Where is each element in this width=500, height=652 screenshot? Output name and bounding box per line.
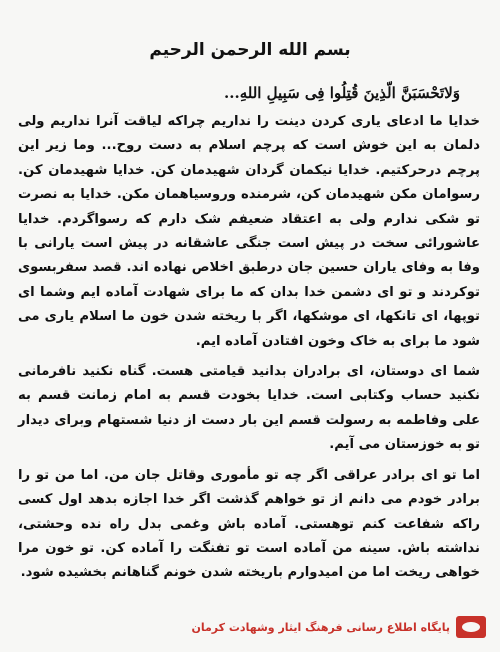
paragraph: اما تو ای برادر عراقی اگر چه تو مأموری وقاتل جان من. اما من تو را برادر خودم می دانم از تو خواهم گذشت اگر خدا اجازه بدهد اول کسی راکه شفاعت کنم توهستی. آماده باش وغمی بدل راه نده وحشتی، نداشته باش. سینه من آماده است تو تفنگت را آماده کن. تو خون مرا خواهی ریخت اما من امیدوارم باریخته شدن خونم گناهانم بخشیده شود. [18, 467, 480, 581]
bismillah-heading: بسم الله الرحمن الرحيم [149, 40, 351, 60]
paragraph: شما ای دوستان، ای برادران بدانید قیامتی هست. گناه نکنید نافرمانی نکنید حساب وکتابی است. خدایا بخودت قسم به امام زمانت قسم به علی وفاطمه به رسولت قسم این بار دست از دنیا شستهام وبرای دیدار تو به خوزستان می آیم. [18, 364, 480, 453]
footer-watermark [191, 616, 486, 638]
site-name: پایگاه اطلاع رسانی فرهنگ ایثار وشهادت کرمان [191, 620, 450, 634]
quran-verse: وَلاتَحْسَبَنَّ الّذِينَ قُتِلُوا فِی سَبِیلِ اللهِ... [224, 84, 460, 102]
site-logo-icon [456, 616, 486, 638]
paragraph: خدایا ما ادعای یاری کردن دینت را نداریم چراکه لیاقت آنرا نداریم ولی دلمان به این خوش است که پرچم اسلام به دست روح... وما زیر این پرچم درحرکتیم. خدایا نیکمان گردان شهیدمان کن. خدایا شهیدمان کن. رسوامان مکن شهیدمان کن، شرمنده وروسیاهمان مکن. خدایا به نصرت تو شکی ندارم ولی به اعتقاد ضعیفم شک دارم که رسواگردم. خدایا عاشورائی سخت در پیش است جنگی عاشقانه در پیش است یارانی با وفا به وفای یاران حسین جان درطبق اخلاص نهاده اند. قصد سفربسوی توکردند و تو ای دشمن خدا بدان که ما برای شهادت آماده ایم وشما ای توپها، ای تانکها، ای موشکها، اگر با ریخته شدن خون ما اسلام یاری می شود ما برای به خاک وخون افتادن آماده ایم. [18, 114, 480, 349]
document-body [18, 110, 480, 592]
